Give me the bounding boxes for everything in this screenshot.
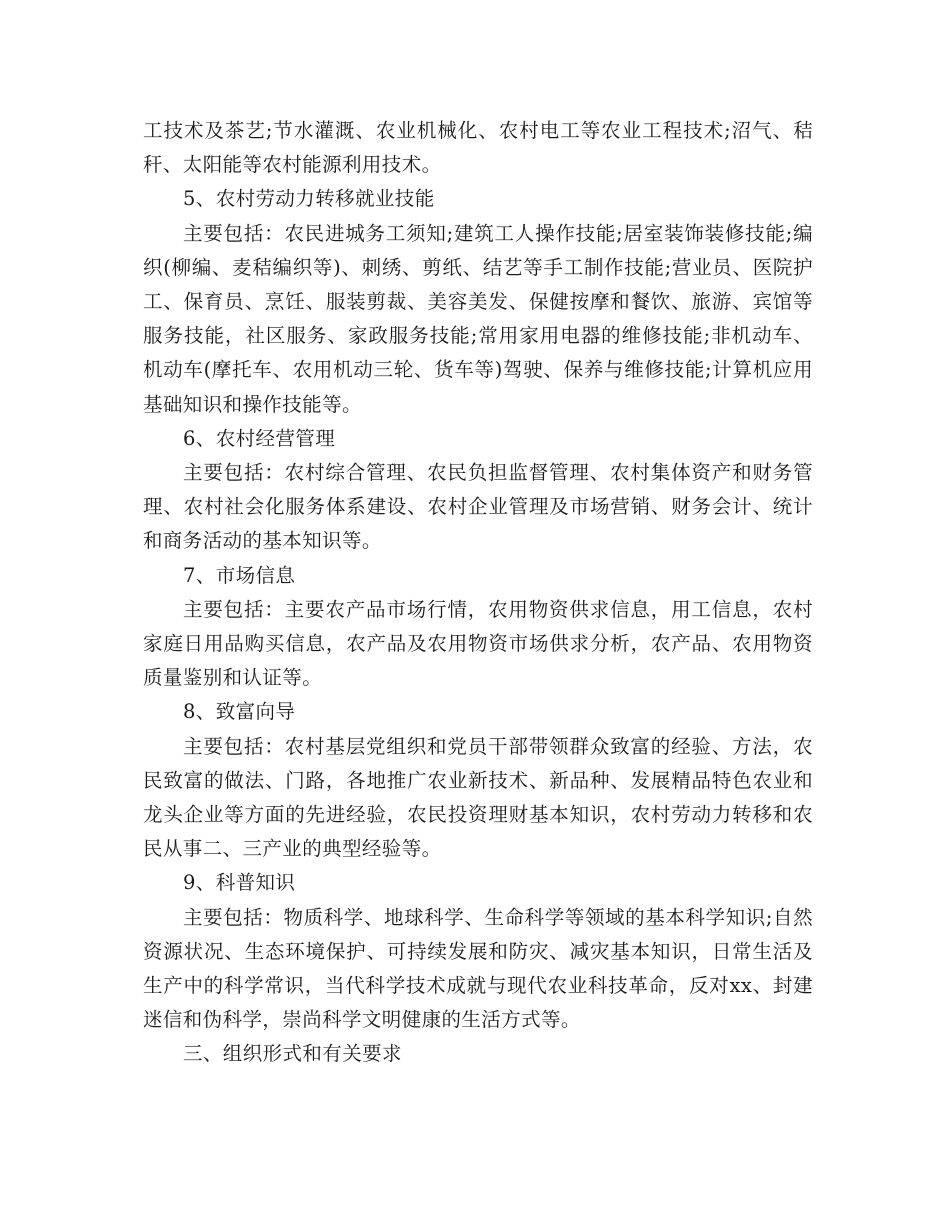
paragraph-continuation: 工技术及茶艺;节水灌溉、农业机械化、农村电工等农业工程技术;沼气、秸秆、太阳能等农村能源利用技术。 (143, 119, 813, 177)
section-heading-6: 6、农村经营管理 (183, 426, 336, 450)
document-body (143, 114, 813, 1072)
paragraph-section-5: 主要包括：农民进城务工须知;建筑工人操作技能;居室装饰装修技能;编织(柳编、麦秸编织等)、刺绣、剪纸、结艺等手工制作技能;营业员、医院护工、保育员、烹饪、服装剪裁、美容美发、保健按摩和餐饮、旅游、宾馆等服务技能，社区服务、家政服务技能;常用家用电器的维修技能;非机动车、机动车(摩托车、农用机动三轮、货车等)驾驶、保养与维修技能;计算机应用基础知识和操作技能等。 (143, 221, 813, 416)
chapter-heading-3: 三、组织形式和有关要求 (183, 1042, 402, 1066)
section-heading-8: 8、致富向导 (183, 700, 296, 724)
paragraph-section-6: 主要包括：农村综合管理、农民负担监督管理、农村集体资产和财务管理、农村社会化服务体系建设、农村企业管理及市场营销、财务会计、统计和商务活动的基本知识等。 (143, 461, 813, 553)
section-heading-5: 5、农村劳动力转移就业技能 (183, 187, 435, 211)
section-heading-7: 7、市场信息 (183, 563, 296, 587)
section-heading-9: 9、科普知识 (183, 871, 296, 895)
paragraph-section-8: 主要包括：农村基层党组织和党员干部带领群众致富的经验、方法，农民致富的做法、门路，各地推广农业新技术、新品种、发展精品特色农业和龙头企业等方面的先进经验，农民投资理财基本知识，农村劳动力转移和农民从事二、三产业的典型经验等。 (143, 734, 813, 861)
paragraph-section-9: 主要包括：物质科学、地球科学、生命科学等领域的基本科学知识;自然资源状况、生态环境保护、可持续发展和防灾、减灾基本知识，日常生活及生产中的科学常识，当代科学技术成就与现代农业科技革命，反对xx、封建迷信和伪科学，崇尚科学文明健康的生活方式等。 (143, 905, 813, 1032)
paragraph-section-7: 主要包括：主要农产品市场行情，农用物资供求信息，用工信息，农村家庭日用品购买信息，农产品及农用物资市场供求分析，农产品、农用物资质量鉴别和认证等。 (143, 597, 813, 690)
